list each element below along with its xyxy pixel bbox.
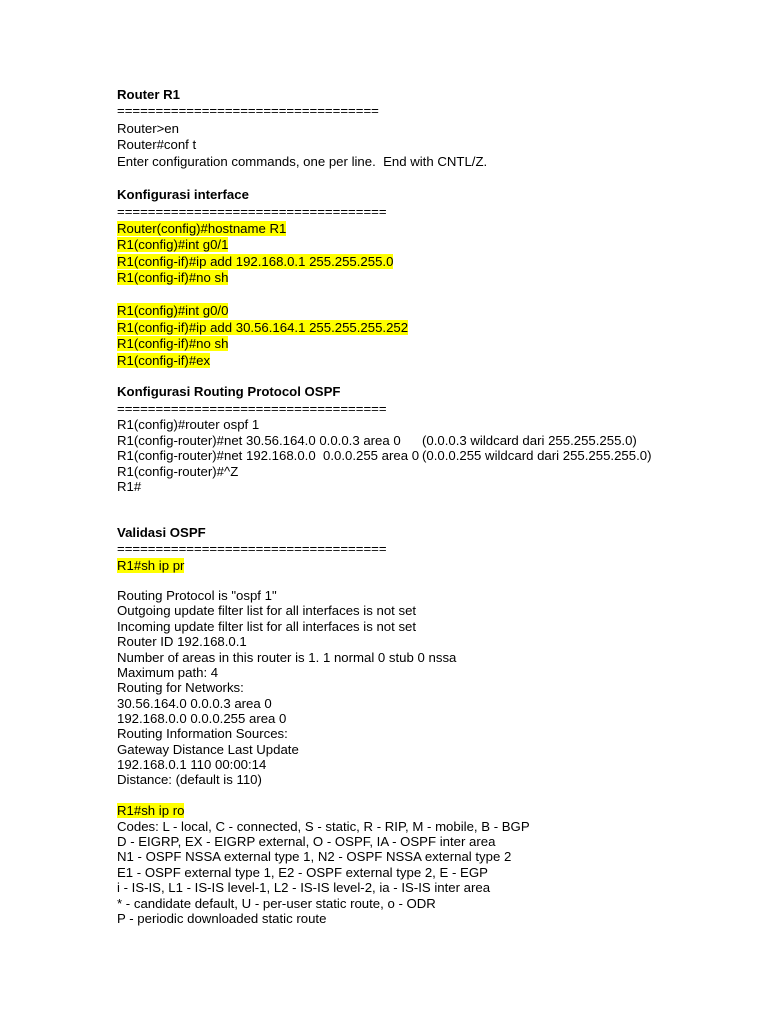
text-line: Routing for Networks: (117, 680, 244, 695)
text-line: Codes: L - local, C - connected, S - static, R - RIP, M - mobile, B - BGP (117, 819, 530, 834)
highlighted-command: R1(config-if)#no sh (117, 336, 229, 351)
highlighted-command: R1(config)#int g0/1 (117, 237, 229, 252)
wildcard-note: (0.0.0.255 wildcard dari 255.255.255.0) (422, 448, 652, 463)
text-line: R1(config-router)#^Z (117, 464, 239, 479)
text-line: Distance: (default is 110) (117, 772, 262, 787)
text-line: Router#conf t (117, 137, 197, 152)
text-line: N1 - OSPF NSSA external type 1, N2 - OSPF NSSA external type 2 (117, 849, 512, 864)
text-line: Number of areas in this router is 1. 1 normal 0 stub 0 nssa (117, 650, 457, 665)
highlighted-command: R1(config-if)#ip add 192.168.0.1 255.255.255.0 (117, 254, 394, 269)
highlighted-command: R1(config-if)#ex (117, 353, 211, 368)
text-line: Router ID 192.168.0.1 (117, 634, 247, 649)
text-line: 192.168.0.0 0.0.0.255 area 0 (117, 711, 287, 726)
separator-line: =================================== (117, 401, 387, 416)
highlighted-command: R1(config-if)#ip add 30.56.164.1 255.255.255.252 (117, 320, 409, 335)
wildcard-note: (0.0.0.3 wildcard dari 255.255.255.0) (422, 433, 637, 448)
text-line: * - candidate default, U - per-user static route, o - ODR (117, 896, 436, 911)
text-line: Routing Information Sources: (117, 726, 288, 741)
text-line: 192.168.0.1 110 00:00:14 (117, 757, 267, 772)
text-line: Maximum path: 4 (117, 665, 219, 680)
text-line: P - periodic downloaded static route (117, 911, 327, 926)
highlighted-command: Router(config)#hostname R1 (117, 221, 287, 236)
text-line: Gateway Distance Last Update (117, 742, 299, 757)
text-line: R1(config)#router ospf 1 (117, 417, 260, 432)
heading-konfigurasi-interface: Konfigurasi interface (117, 187, 249, 202)
text-line: R1(config-router)#net 30.56.164.0 0.0.0.3 area 0 (117, 433, 401, 448)
text-line: 30.56.164.0 0.0.0.3 area 0 (117, 696, 272, 711)
text-line: Router>en (117, 121, 179, 136)
highlighted-command: R1#sh ip ro (117, 803, 185, 818)
text-line: R1# (117, 479, 142, 494)
separator-line: =================================== (117, 541, 387, 556)
highlighted-command: R1(config)#int g0/0 (117, 303, 229, 318)
separator-line: ================================== (117, 103, 379, 118)
heading-konfigurasi-routing-ospf: Konfigurasi Routing Protocol OSPF (117, 384, 341, 399)
text-line: E1 - OSPF external type 1, E2 - OSPF external type 2, E - EGP (117, 865, 488, 880)
text-line: i - IS-IS, L1 - IS-IS level-1, L2 - IS-IS level-2, ia - IS-IS inter area (117, 880, 491, 895)
text-line: Routing Protocol is "ospf 1" (117, 588, 277, 603)
heading-validasi-ospf: Validasi OSPF (117, 525, 206, 540)
text-line: R1(config-router)#net 192.168.0.0 0.0.0.255 area 0 (117, 448, 420, 463)
text-line: Outgoing update filter list for all interfaces is not set (117, 603, 417, 618)
highlighted-command: R1(config-if)#no sh (117, 270, 229, 285)
separator-line: =================================== (117, 204, 387, 219)
heading-router-r1: Router R1 (117, 87, 181, 102)
text-line: D - EIGRP, EX - EIGRP external, O - OSPF, IA - OSPF inter area (117, 834, 496, 849)
text-line: Enter configuration commands, one per line. End with CNTL/Z. (117, 154, 488, 169)
text-line: Incoming update filter list for all interfaces is not set (117, 619, 417, 634)
highlighted-command: R1#sh ip pr (117, 558, 185, 573)
